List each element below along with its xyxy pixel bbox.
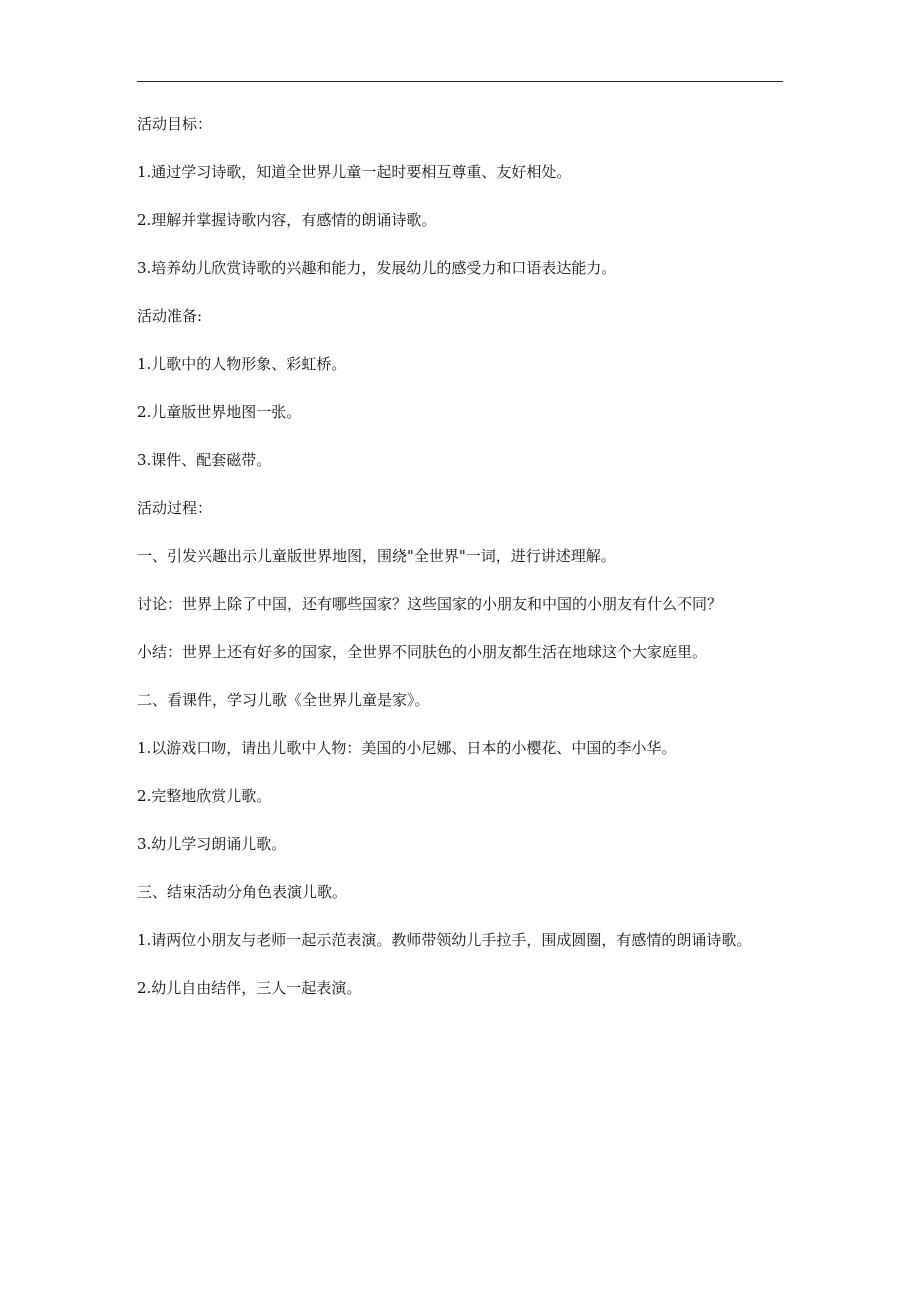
section-heading-process: 活动过程： [137,499,213,517]
document-body [137,112,807,1024]
process-step-heading: 一、引发兴趣出示儿童版世界地图，围绕"全世界"一词，进行讲述理解。 [137,547,616,565]
process-step-heading: 三、结束活动分角色表演儿歌。 [137,883,348,901]
process-step-heading: 二、看课件，学习儿歌《全世界儿童是家》。 [137,691,430,709]
preparation-item: 3.课件、配套磁带。 [137,451,272,469]
process-item: 2.幼儿自由结伴，三人一起表演。 [137,979,362,997]
section-heading-preparation: 活动准备: [137,307,203,325]
goal-item: 1.通过学习诗歌，知道全世界儿童一起时要相互尊重、友好相处。 [137,163,572,181]
preparation-item: 1.儿歌中的人物形象、彩虹桥。 [137,355,347,373]
preparation-item: 2.儿童版世界地图一张。 [137,403,302,421]
discussion-paragraph: 讨论：世界上除了中国，还有哪些国家？这些国家的小朋友和中国的小朋友有什么不同？ [137,595,723,613]
process-item: 1.请两位小朋友与老师一起示范表演。教师带领幼儿手拉手，围成圆圈，有感情的朗诵诗歌。 [137,931,752,949]
section-heading-goals: 活动目标： [137,115,213,133]
process-item: 2.完整地欣赏儿歌。 [137,787,272,805]
goal-item: 3.培养幼儿欣赏诗歌的兴趣和能力，发展幼儿的感受力和口语表达能力。 [137,259,617,277]
goal-item: 2.理解并掌握诗歌内容，有感情的朗诵诗歌。 [137,211,437,229]
summary-paragraph: 小结：世界上还有好多的国家，全世界不同肤色的小朋友都生活在地球这个大家庭里。 [137,643,708,661]
process-item: 1.以游戏口吻，请出儿歌中人物：美国的小尼娜、日本的小樱花、中国的李小华。 [137,739,677,757]
header-rule [137,81,783,82]
process-item: 3.幼儿学习朗诵儿歌。 [137,835,287,853]
